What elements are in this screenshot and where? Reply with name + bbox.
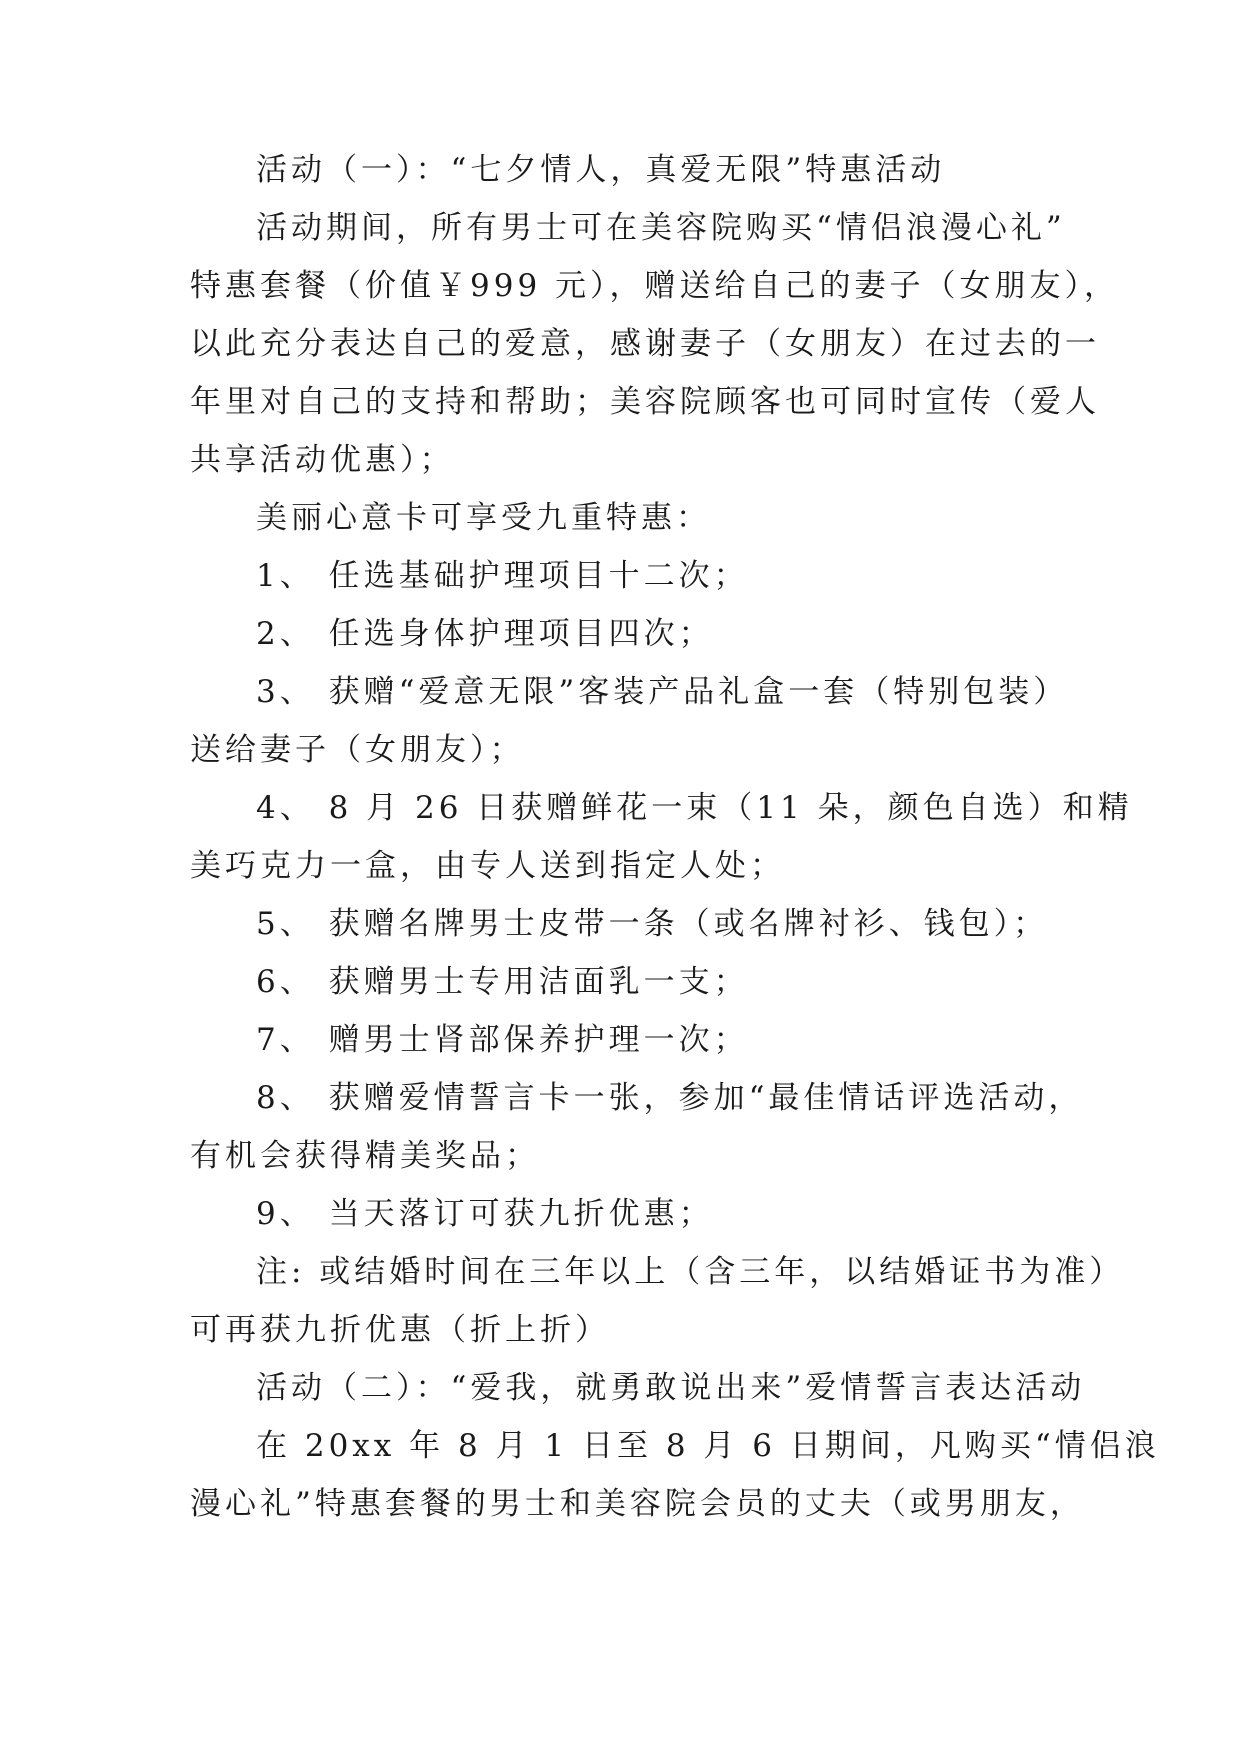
list-item: 7、 赠男士肾部保养护理一次；: [256, 1022, 749, 1058]
paragraph-line: 以此充分表达自己的爱意，感谢妻子（女朋友）在过去的一: [190, 326, 1100, 362]
list-item: 1、 任选基础护理项目十二次；: [256, 558, 749, 594]
note-continuation: 可再获九折优惠（折上折）: [190, 1312, 610, 1348]
paragraph-line: 漫心礼”特惠套餐的男士和美容院会员的丈夫（或男朋友，: [190, 1486, 1085, 1522]
paragraph-line: 特惠套餐（价值￥999 元），赠送给自己的妻子（女朋友），: [190, 268, 1120, 304]
list-item-continuation: 美巧克力一盒，由专人送到指定人处；: [190, 848, 785, 884]
heading-activity-one: 活动（一）：“七夕情人，真爱无限”特惠活动: [256, 152, 946, 188]
list-intro: 美丽心意卡可享受九重特惠：: [256, 500, 711, 536]
list-item: 2、 任选身体护理项目四次；: [256, 616, 714, 652]
list-item: 3、 获赠“爱意无限”客装产品礼盒一套（特别包装）: [256, 674, 1069, 710]
list-item: 9、 当天落订可获九折优惠；: [256, 1196, 714, 1232]
list-item: 8、 获赠爱情誓言卡一张，参加“最佳情话评选活动，: [256, 1080, 1084, 1116]
heading-activity-two: 活动（二）：“爱我，就勇敢说出来”爱情誓言表达活动: [256, 1370, 1086, 1406]
list-item: 6、 获赠男士专用洁面乳一支；: [256, 964, 749, 1000]
paragraph-line: 共享活动优惠）；: [190, 442, 455, 478]
paragraph-line: 活动期间，所有男士可在美容院购买“情侣浪漫心礼”: [256, 210, 1066, 246]
paragraph-line: 在 20xx 年 8 月 1 日至 8 月 6 日期间，凡购买“情侣浪: [256, 1428, 1160, 1464]
list-item: 5、 获赠名牌男士皮带一条（或名牌衬衫、钱包）；: [256, 906, 1049, 942]
list-item-continuation: 有机会获得精美奖品；: [190, 1138, 540, 1174]
note: 注: 或结婚时间在三年以上（含三年，以结婚证书为准）: [256, 1254, 1125, 1290]
list-item: 4、 8 月 26 日获赠鲜花一束（11 朵，颜色自选）和精: [256, 790, 1133, 826]
list-item-continuation: 送给妻子（女朋友）；: [190, 732, 525, 768]
paragraph-line: 年里对自己的支持和帮助；美容院顾客也可同时宣传（爱人: [190, 384, 1100, 420]
